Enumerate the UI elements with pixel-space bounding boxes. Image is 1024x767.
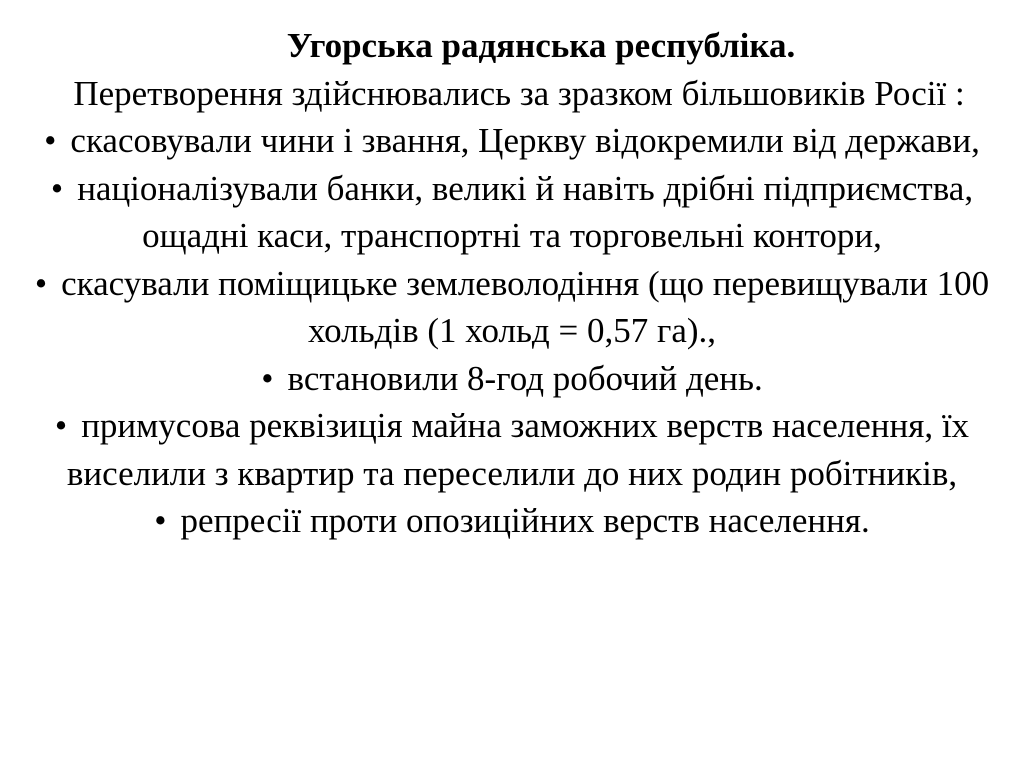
list-item — [22, 165, 1002, 260]
list-item — [22, 402, 1002, 497]
list-item — [22, 260, 1002, 355]
list-item-text: скасовували чини і звання, Церкву відокремили від держави, — [70, 121, 980, 160]
bullet-icon: • — [44, 121, 57, 160]
list-item-text: встановили 8-год робочий день. — [287, 358, 763, 398]
list-item — [22, 117, 1002, 165]
slide-title: Угорська радянська республіка. — [286, 26, 796, 65]
bullet-icon: • — [261, 358, 274, 398]
intro-text: Перетворення здійснювались за зразком більшовиків Росії : — [73, 73, 965, 113]
bullet-icon: • — [54, 406, 68, 445]
list-item — [22, 355, 1002, 403]
list-item-text: скасували поміщицьке землеволодіння (що перевищували 100 хольдів (1 хольд = 0,57 га)., — [61, 263, 990, 350]
list-item-text: примусова реквізиція майна заможних верств населення, їх виселили з квартир та переселили до них родин робітників, — [66, 406, 970, 493]
bullet-icon: • — [154, 501, 167, 540]
bullet-icon: • — [34, 263, 48, 303]
list-item-text: націоналізували банки, великі й навіть дрібні підприємства, ощадні каси, транспортні та торговельні контори, — [77, 168, 974, 255]
bullet-icon: • — [50, 168, 64, 208]
list-item-text: репресії проти опозиційних верств населення. — [180, 501, 870, 540]
list-item — [22, 497, 1002, 545]
